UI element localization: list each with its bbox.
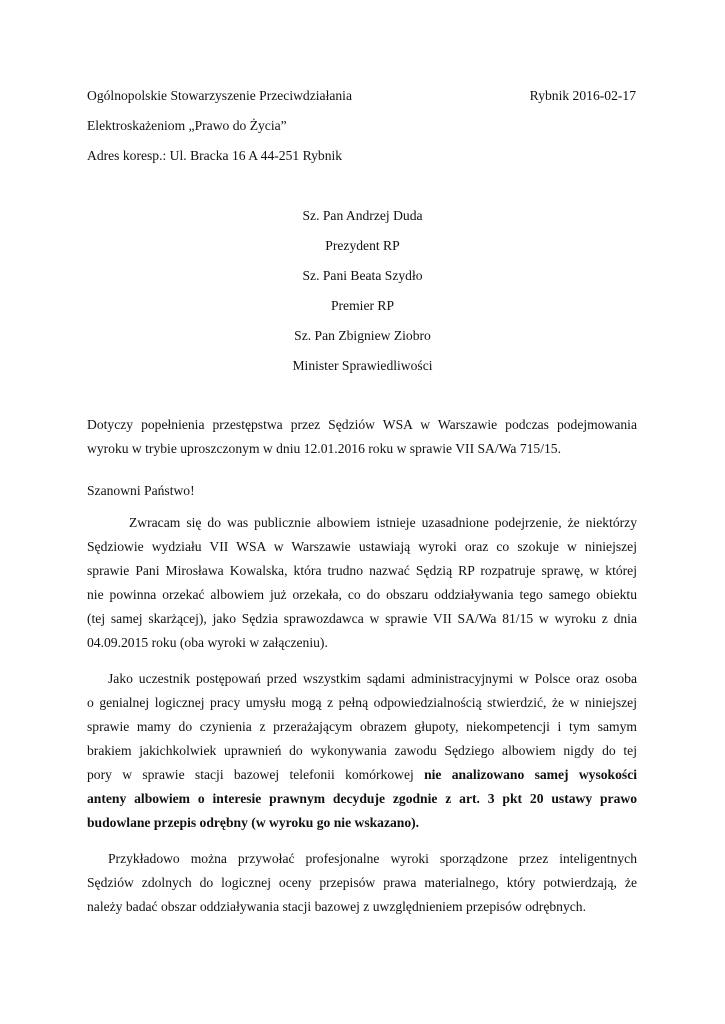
paragraph-line: o genialnej logicznej pracy umysłu mogą z pełną odpowiedzialnością stwierdzić, że w niniejszej (87, 695, 637, 710)
recipient-line: Minister Sprawiedliwości (292, 358, 433, 373)
recipient-line: Prezydent RP (325, 238, 400, 253)
paragraph-line: Sędziowie wydziału VII WSA w Warszawie ustawiają wyroki oraz co szokuje w niniejszej (87, 539, 637, 554)
recipient-line: Premier RP (330, 298, 395, 313)
sender-address: Adres koresp.: Ul. Bracka 16 A 44-251 Rybnik (87, 148, 343, 163)
paragraph-line: Przykładowo można przywołać profesjonalne wyroki sporządzone przez inteligentnych (108, 851, 637, 866)
paragraph-text: pory w sprawie stacji bazowej telefonii komórkowej (87, 767, 425, 782)
recipient-line: Sz. Pan Andrzej Duda (302, 208, 423, 223)
sender-org-line1: Ogólnopolskie Stowarzyszenie Przeciwdziałania (87, 88, 352, 103)
salutation: Szanowni Państwo! (87, 483, 195, 498)
paragraph-line: sprawie mamy do czynienia z przerażającym obrazem głupoty, niekompetencji i tym samym (87, 719, 637, 734)
paragraph-line: Sędziów zdolnych do logicznej oceny przepisów prawa materialnego, który potwierdzają, że (87, 875, 637, 890)
paragraph-line (87, 790, 637, 808)
paragraph-line: Zwracam się do was publicznie albowiem istnieje uzasadnione podejrzenie, że niektórzy (129, 515, 637, 530)
paragraph-line: należy badać obszar oddziaływania stacji bazowej z uwzględnieniem przepisów odrębnych. (87, 899, 586, 914)
paragraph-line: (tej samej skarżącej), jako Sędzia sprawozdawca w sprawie VII SA/Wa 81/15 w wyroku z dnia (87, 611, 637, 626)
paragraph-bold-text: budowlane przepis odrębny (w wyroku go nie wskazano). (87, 815, 420, 830)
paragraph-line: nie powinna orzekać albowiem już orzekała, co do obszaru oddziaływania tego samego obiektu (87, 587, 637, 602)
paragraph-line (87, 814, 637, 832)
recipient-line: Sz. Pani Beata Szydło (302, 268, 423, 283)
sender-org-line2: Elektroskażeniom „Prawo do Życia” (87, 118, 287, 133)
paragraph-line: brakiem jakichkolwiek uprawnień do wykonywania zawodu Sędziego albowiem nigdy do tej (87, 743, 637, 758)
place-date: Rybnik 2016-02-17 (529, 88, 636, 103)
paragraph-bold-text: anteny albowiem o interesie prawnym decyduje zgodnie z art. 3 pkt 20 ustawy prawo (87, 791, 637, 806)
subject-line: wyroku w trybie uproszczonym w dniu 12.01.2016 roku w sprawie VII SA/Wa 715/15. (87, 441, 561, 456)
paragraph-line (87, 766, 637, 784)
subject-line: Dotyczy popełnienia przestępstwa przez Sędziów WSA w Warszawie podczas podejmowania (87, 417, 637, 432)
paragraph-line: sprawie Pani Mirosława Kowalska, która trudno nazwać Sędzią RP rozpatruje sprawę, w której (87, 563, 637, 578)
recipient-line: Sz. Pan Zbigniew Ziobro (294, 328, 431, 343)
paragraph-line: 04.09.2015 roku (oba wyroki w załączeniu). (87, 635, 328, 650)
paragraph-bold-text: nie analizowano samej wysokości (424, 767, 637, 782)
paragraph-line: Jako uczestnik postępowań przed wszystkim sądami administracyjnymi w Polsce oraz osoba (108, 671, 637, 686)
